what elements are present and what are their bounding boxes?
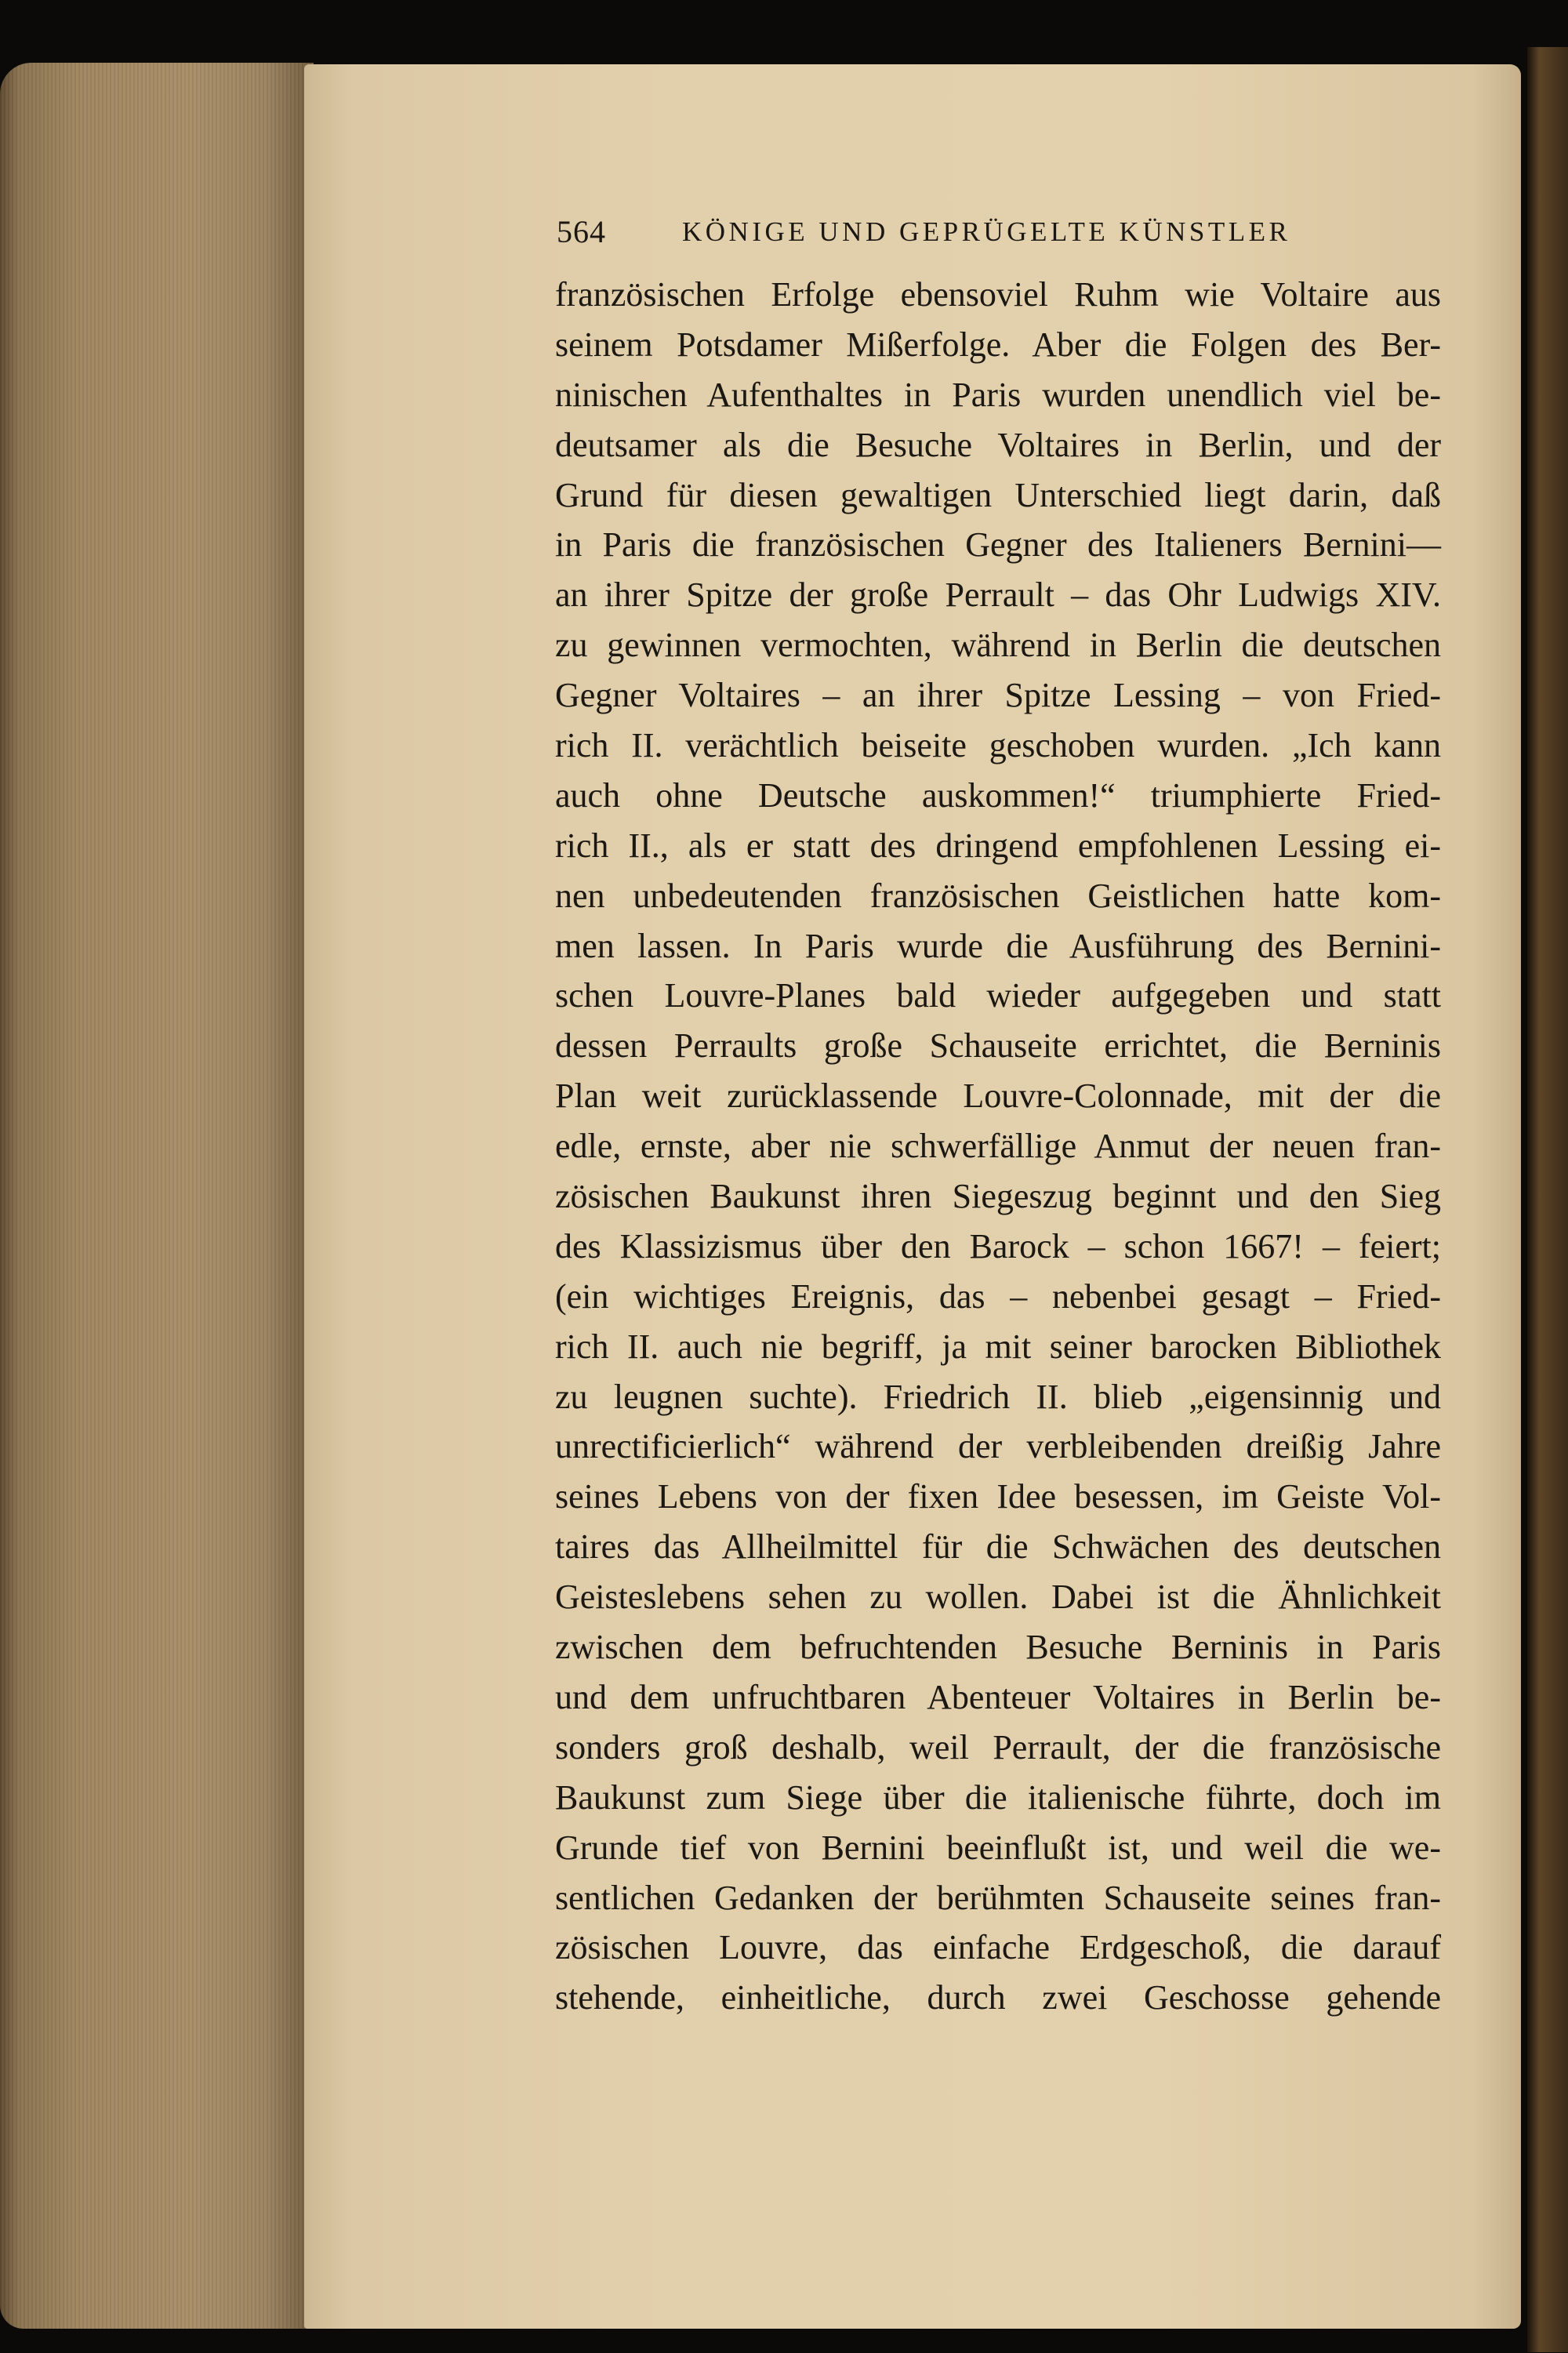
text-line: rich II. auch nie begriff, ja mit seiner barocken Bibliothek (555, 1327, 1441, 1366)
text-line: zösischen Louvre, das einfache Erdgeschoß, die darauf (555, 1928, 1441, 1967)
text-line: rich II. verächtlich beiseite geschoben wurden. „Ich kann (555, 726, 1441, 765)
text-line: Grunde tief von Bernini beeinflußt ist, und weil die we- (555, 1828, 1441, 1867)
page-header (557, 213, 1466, 256)
running-title: KÖNIGE UND GEPRÜGELTE KÜNSTLER (682, 216, 1291, 247)
body-text (555, 270, 1441, 2023)
book-binding-edge (1527, 47, 1568, 2352)
text-line: Grund für diesen gewaltigen Unterschied liegt darin, daß (555, 475, 1441, 514)
text-line: zu gewinnen vermochten, während in Berlin die deutschen (555, 626, 1441, 665)
text-line: ninischen Aufenthaltes in Paris wurden unendlich viel be- (555, 375, 1441, 414)
text-line: deutsamer als die Besuche Voltaires in Berlin, und der (555, 425, 1441, 464)
text-line: zu leugnen suchte). Friedrich II. blieb „eigensinnig und (555, 1377, 1441, 1416)
text-line: auch ohne Deutsche auskommen!“ triumphierte Fried- (555, 775, 1441, 815)
text-line: Plan weit zurücklassende Louvre-Colonnade, mit der die (555, 1077, 1441, 1116)
text-line: an ihrer Spitze der große Perrault – das Ohr Ludwigs XIV. (555, 576, 1441, 615)
text-line: und dem unfruchtbaren Abenteuer Voltaires in Berlin be- (555, 1677, 1441, 1716)
text-line: Geisteslebens sehen zu wollen. Dabei ist die Ähnlichkeit (555, 1578, 1441, 1617)
text-line: Gegner Voltaires – an ihrer Spitze Lessing – von Fried- (555, 676, 1441, 715)
book-fore-edge (0, 63, 314, 2329)
text-line: taires das Allheilmittel für die Schwächen des deutschen (555, 1527, 1441, 1567)
text-line: men lassen. In Paris wurde die Ausführung des Bernini- (555, 926, 1441, 965)
text-line: zwischen dem befruchtenden Besuche Berninis in Paris (555, 1628, 1441, 1667)
text-line: in Paris die französischen Gegner des Italieners Bernini— (555, 525, 1441, 565)
text-line: des Klassizismus über den Barock – schon 1667! – feiert; (555, 1226, 1441, 1265)
text-line: schen Louvre-Planes bald wieder aufgegeben und statt (555, 976, 1441, 1015)
text-line: Baukunst zum Siege über die italienische führte, doch im (555, 1777, 1441, 1817)
text-line: zösischen Baukunst ihren Siegeszug beginnt und den Sieg (555, 1177, 1441, 1216)
text-line: seines Lebens von der fixen Idee besessen, im Geiste Vol- (555, 1477, 1441, 1516)
text-line: edle, ernste, aber nie schwerfällige Anmut der neuen fran- (555, 1127, 1441, 1166)
text-line: stehende, einheitliche, durch zwei Geschosse gehende (555, 1978, 1441, 2017)
text-line: seinem Potsdamer Mißerfolge. Aber die Folgen des Ber- (555, 325, 1441, 364)
text-line: rich II., als er statt des dringend empfohlenen Lessing ei- (555, 826, 1441, 865)
text-line: dessen Perraults große Schauseite errichtet, die Berninis (555, 1026, 1441, 1066)
text-line: (ein wichtiges Ereignis, das – nebenbei gesagt – Fried- (555, 1276, 1441, 1316)
text-line: nen unbedeutenden französischen Geistlichen hatte kom- (555, 876, 1441, 915)
text-line: unrectificierlich“ während der verbleibenden dreißig Jahre (555, 1427, 1441, 1466)
text-line: sentlichen Gedanken der berühmten Schauseite seines fran- (555, 1878, 1441, 1917)
text-line: französischen Erfolge ebensoviel Ruhm wie Voltaire aus (555, 275, 1441, 314)
page-number: 564 (557, 214, 606, 249)
text-line: sonders groß deshalb, weil Perrault, der die französische (555, 1727, 1441, 1767)
